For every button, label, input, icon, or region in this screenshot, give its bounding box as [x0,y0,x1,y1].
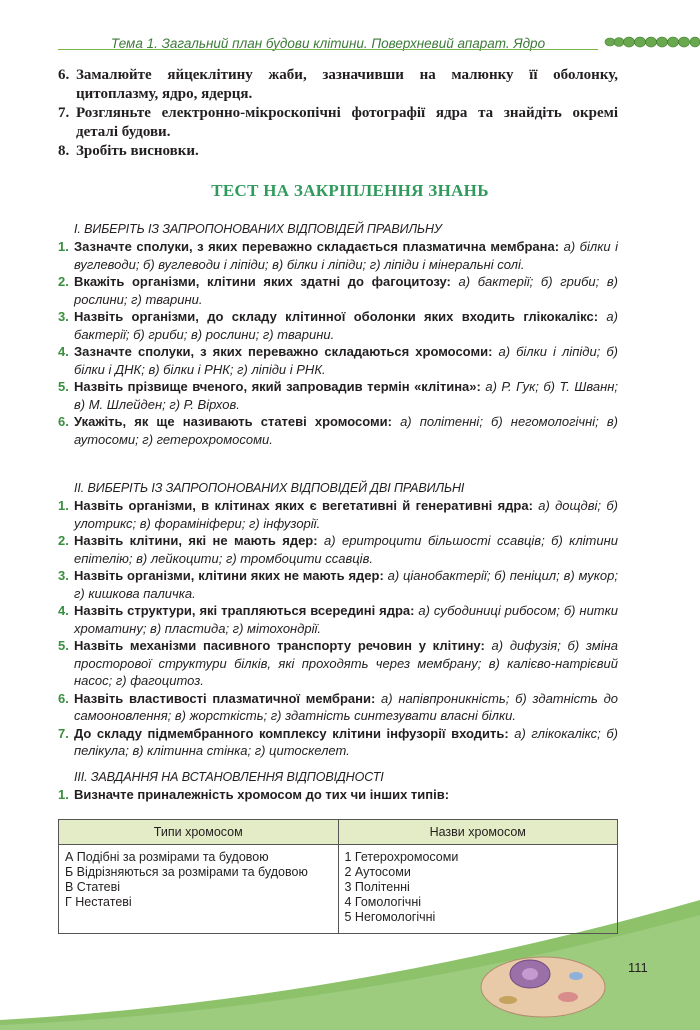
question: 2. Назвіть клітини, які не мають ядер: а) еритроцити більшості ссавців; б) клітини епітелію; в) лейкоцити; г) тромбоцити ссавців. [58,533,618,566]
list-item: 4 Гомологічні [344,895,421,909]
question: 7. До складу підмембранного комплексу клітини інфузорії входить: а) глікокалікс; б) пелікула; в) клітинна стінка; г) цитоскелет. [58,725,618,758]
question: 1. Назвіть організми, в клітинах яких є вегетативні й генеративні ядра: а) дощдві; б) улотрикс; в) форамініфери; г) інфузорії. [58,498,618,531]
section-two-answers [58,481,618,760]
question: 1. Визначте приналежність хромосом до тих чи інших типів: [58,787,450,802]
question: 5. Назвіть прізвище вченого, який запровадив термін «клітина»: а) Р. Гук; б) Т. Шванн; в) М. Шлейден; г) Р. Вірхов. [58,379,618,412]
question: 3. Назвіть організми, клітини яких не мають ядер: а) ціанобактерії; б) пеніцил; в) мукор; г) кишкова паличка. [58,568,618,601]
question: 6. Укажіть, як ще називають статеві хромосоми: а) політенні; б) негомологічні; в) аутосоми; г) гетерохромосоми. [58,414,618,447]
question: 1. Зазначте сполуки, з яких переважно складається плазматична мембрана: а) білки і вуглеводи; б) вуглеводи і ліпіди; в) білки і ліпіди; г) ліпіди і мінеральні солі. [58,239,618,272]
list-item: Г Нестатеві [65,895,132,909]
question: 2. Вкажіть організми, клітини яких здатні до фагоцитозу: а) бактерії; б) гриби; в) рослини; г) тварини. [58,274,618,307]
section-title: II. ВИБЕРІТЬ ІЗ ЗАПРОПОНОВАНИХ ВІДПОВІДЕЙ ДВІ ПРАВИЛЬНІ [74,481,465,495]
question: 6. Назвіть властивості плазматичної мембрани: а) напівпроникність; б) здатність до самооновлення; в) жорсткість; г) здатність синтезувати власні білки. [58,690,618,723]
section-matching [58,770,618,804]
intro-step: 6. Замалюйте яйцеклітину жаби, зазначивши на малюнку її оболонку, цитоплазму, ядро, ядерця. [58,67,618,102]
running-header: Тема 1. Загальний план будови клітини. Поверхневий апарат. Ядро [110,36,546,51]
list-item: 1 Гетерохромосоми [344,850,459,864]
types-column [59,845,339,934]
table-header: Назви хромосом [338,820,618,845]
intro-step: 8. Зробіть висновки. [58,143,199,159]
cell-illustration-icon [478,942,608,1022]
list-item: 2 Аутосоми [344,865,411,879]
test-title: ТЕСТ НА ЗАКРІПЛЕННЯ ЗНАНЬ [211,181,489,200]
question: 4. Зазначте сполуки, з яких переважно складаються хромосоми: а) білки і ліпіди; б) білки і ДНК; в) білки і РНК; г) ліпіди і РНК. [58,344,618,377]
list-item: В Статеві [65,880,121,894]
list-item: 5 Негомологічні [344,910,436,924]
list-item: А Подібні за розмірами та будовою [65,850,269,864]
intro-steps [58,66,618,161]
section-single-answer [58,222,618,448]
chromosome-matching-table [58,819,618,934]
names-column [338,845,618,934]
header-rule [58,49,598,50]
question: 4. Назвіть структури, які трапляються всередині ядра: а) субодиниці рибосом; б) нитки хроматину; в) пластида; г) мітохондрії. [58,603,619,636]
table-header: Типи хромосом [59,820,339,845]
list-item: Б Відрізняються за розмірами та будовою [65,865,308,879]
page-number: 111 [628,960,648,975]
question: 5. Назвіть механізми пасивного транспорту речовин у клітину: а) дифузія; б) зміна просторової структури білків, які проходять через мембрану; в) калієво-натрієвий насос; г) фагоцитоз. [58,638,618,688]
section-title: III. ЗАВДАННЯ НА ВСТАНОВЛЕННЯ ВІДПОВІДНОСТІ [74,770,384,784]
list-item: 3 Політенні [344,880,410,894]
intro-step: 7. Розгляньте електронно-мікроскопічні фотографії ядра та знайдіть окремі деталі будови. [58,105,618,140]
section-title: I. ВИБЕРІТЬ ІЗ ЗАПРОПОНОВАНИХ ВІДПОВІДЕЙ ПРАВИЛЬНУ [74,222,442,236]
question: 3. Назвіть організми, до складу клітинної оболонки яких входить глікокалікс: а) бактерії; б) гриби; в) рослини; г) тварини. [58,309,618,342]
bead-decoration [604,32,700,52]
